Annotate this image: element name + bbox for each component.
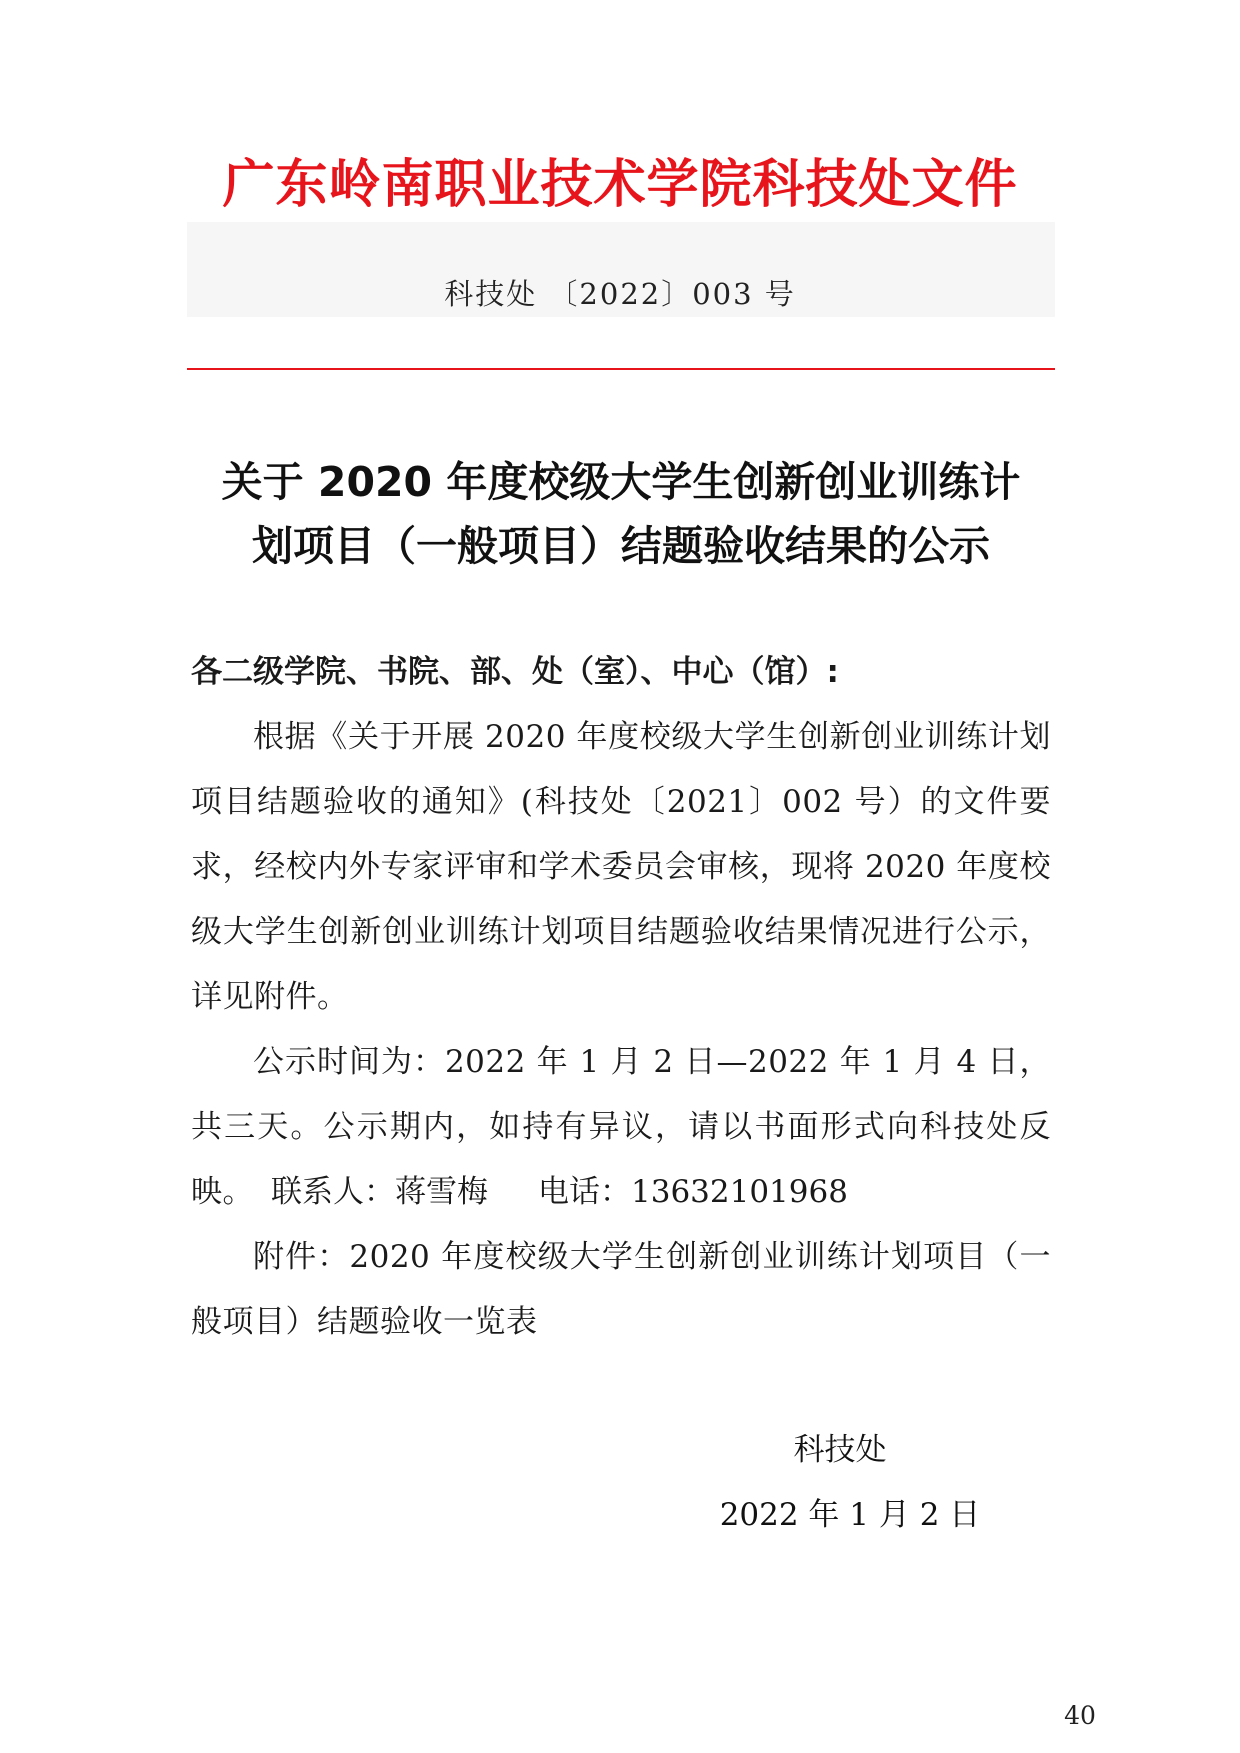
notice-title	[187, 450, 1055, 578]
body-paragraph-1: 根据《关于开展 2020 年度校级大学生创新创业训练计划项目结题验收的通知》(科技处〔2021〕002 号）的文件要求，经校内外专家评审和学术委员会审核，现将 2020 年度校级大学生创新创业训练计划项目结题验收结果情况进行公示，详见附件。	[191, 719, 1051, 1015]
contact-line	[191, 1160, 1131, 1225]
issuer-header-title: 广东岭南职业技术学院科技处文件	[222, 155, 1018, 215]
red-divider-line	[187, 368, 1055, 370]
page-number: 40	[1064, 1701, 1096, 1730]
salutation: 各二级学院、书院、部、处（室）、中心（馆）:	[191, 654, 839, 690]
notice-title-line-2: 划项目（一般项目）结题验收结果的公示	[252, 522, 990, 570]
signature-date: 2022 年 1 月 2 日	[719, 1497, 981, 1533]
document-number: 科技处 〔2022〕003 号	[444, 277, 796, 311]
contact-person: 联系人：蒋雪梅	[271, 1174, 488, 1210]
attachment-note: 附件：2020 年度校级大学生创新创业训练计划项目（一般项目）结题验收一览表	[191, 1239, 1051, 1340]
body-paragraph-2: 公示时间为：2022 年 1 月 2 日—2022 年 1 月 4 日，共三天。公示期内，如持有异议，请以书面形式向科技处反映。	[191, 1044, 1051, 1210]
signature-department: 科技处	[793, 1432, 887, 1468]
contact-phone: 电话：13632101968	[538, 1174, 848, 1210]
notice-title-line-1: 关于 2020 年度校级大学生创新创业训练计	[221, 458, 1021, 506]
